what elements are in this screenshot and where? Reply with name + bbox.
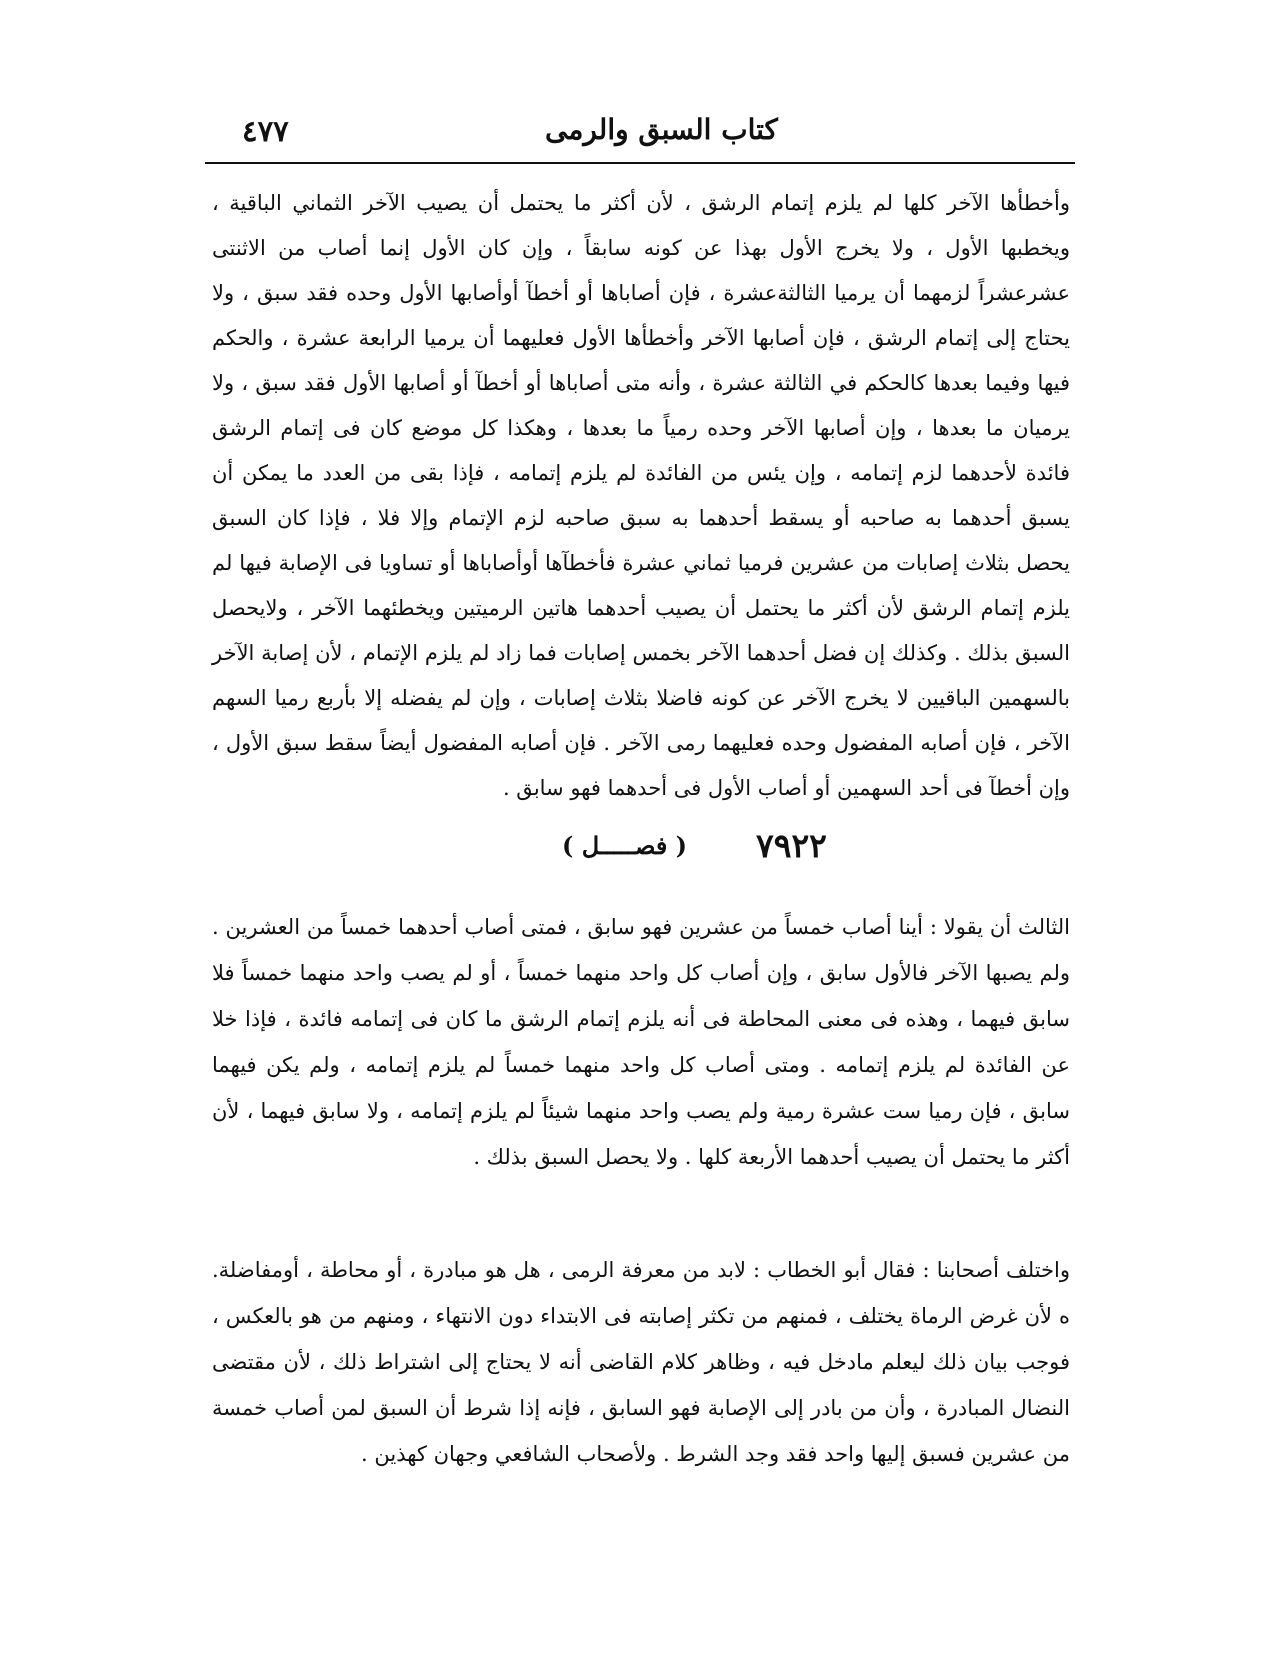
paragraph-third-kind: الثالث أن يقولا : أينا أصاب خمساً من عشرين فهو سابق ، فمتى أصاب أحدهما خمساً من العشرين . ولم يصبها الآخر فالأول سابق ، وإن أصاب كل واحد منهما خمساً ، أو لم يصب واحد منهما خمساً فلا سابق فيهما ، وهذه فى معنى المحاطة فى أنه يلزم إتمام الرشق ما كان فى إتمامه فائدة ، فإذا خلا عن الفائدة لم يلزم إتمامه . ومتى أصاب كل واحد منهما خمساً لم يلزم إتمامه ، ولم يكن فيهما سابق ، فإن رميا ست عشرة رمية ولم يصب واحد منهما شيئاً لم يلزم إتمامه ، ولا سابق فيهما ، لأن أكثر ما يحتمل أن يصيب أحدهما الأربعة كلها . ولا يحصل السبق بذلك .	[212, 915, 1070, 1169]
section-heading	[205, 826, 1075, 870]
running-title: كتاب السبق والرمى	[545, 113, 778, 146]
header-divider	[205, 162, 1075, 164]
section-title: ( فصـــــل )	[562, 831, 688, 860]
page-number: ٤٧٧	[242, 114, 289, 148]
paragraph-companions-disagreement: واختلف أصحابنا : فقال أبو الخطاب : لابد من معرفة الرمى ، هل هو مبادرة ، أو محاطة ، أومفاضلة. ه لأن غرض الرماة يختلف ، فمنهم من تكثر إصابته فى الابتداء دون الانتهاء ، ومنهم من هو بالعكس ، فوجب بيان ذلك ليعلم مادخل فيه ، وظاهر كلام القاضى أنه لا يحتاج إلى اشتراط ذلك ، لأن مقتضى النضال المبادرة ، وأن من بادر إلى الإصابة فهو السابق ، فإنه إذا شرط أن السبق لمن أصاب خمسة من عشرين فسبق إليها واحد فقد وجد الشرط . ولأصحاب الشافعي وجهان كهذين .	[212, 1258, 1070, 1466]
page-header	[205, 112, 1075, 158]
section-number: ٧٩٢٢	[756, 826, 827, 865]
paragraph-continuation: وأخطأها الآخر كلها لم يلزم إتمام الرشق ، لأن أكثر ما يحتمل أن يصيب الآخر الثماني الباقية ، ويخطبها الأول ، ولا يخرج الأول بهذا عن كونه سابقاً ، وإن كان الأول إنما أصاب من الاثنتى عشرعشراً لزمهما أن يرميا الثالثةعشرة ، فإن أصاباها أو أخطآ أوأصابها الأول وحده فقد سبق ، ولا يحتاج إلى إتمام الرشق ، فإن أصابها الآخر وأخطأها الأول فعليهما أن يرميا الرابعة عشرة ، والحكم فيها وفيما بعدها كالحكم في الثالثة عشرة ، وأنه متى أصاباها أو أخطآ أو أصابها الأول فقد سبق ، ولا يرميان ما بعدها ، وإن أصابها الآخر وحده رمياً ما بعدها ، وهكذا كل موضع كان فى إتمام الرشق فائدة لأحدهما لزم إتمامه ، وإن يئس من الفائدة لم يلزم إتمامه ، فإذا بقى من العدد ما يمكن أن يسبق أحدهما به صاحبه أو يسقط أحدهما به سبق صاحبه لزم الإتمام وإلا فلا ، فإذا كان السبق يحصل بثلاث إصابات من عشرين فرميا ثماني عشرة فأخطآها أوأصاباها أو تساويا فى الإصابة فيها لم يلزم إتمام الرشق لأن أكثر ما يحتمل أن يصيب أحدهما هاتين الرميتين ويخطئهما الآخر ، ولايحصل السبق بذلك . وكذلك إن فضل أحدهما الآخر بخمس إصابات فما زاد لم يلزم الإتمام ، لأن إصابة الآخر بالسهمين الباقيين لا يخرج الآخر عن كونه فاضلا بثلاث إصابات ، وإن لم يفضله إلا بأربع رميا السهم الآخر ، فإن أصابه المفضول وحده فعليهما رمى الآخر . فإن أصابه المفضول أيضاً سقط سبق الأول ، وإن أخطآ فى أحد السهمين أو أصاب الأول فى أحدهما فهو سابق .	[212, 191, 1070, 800]
